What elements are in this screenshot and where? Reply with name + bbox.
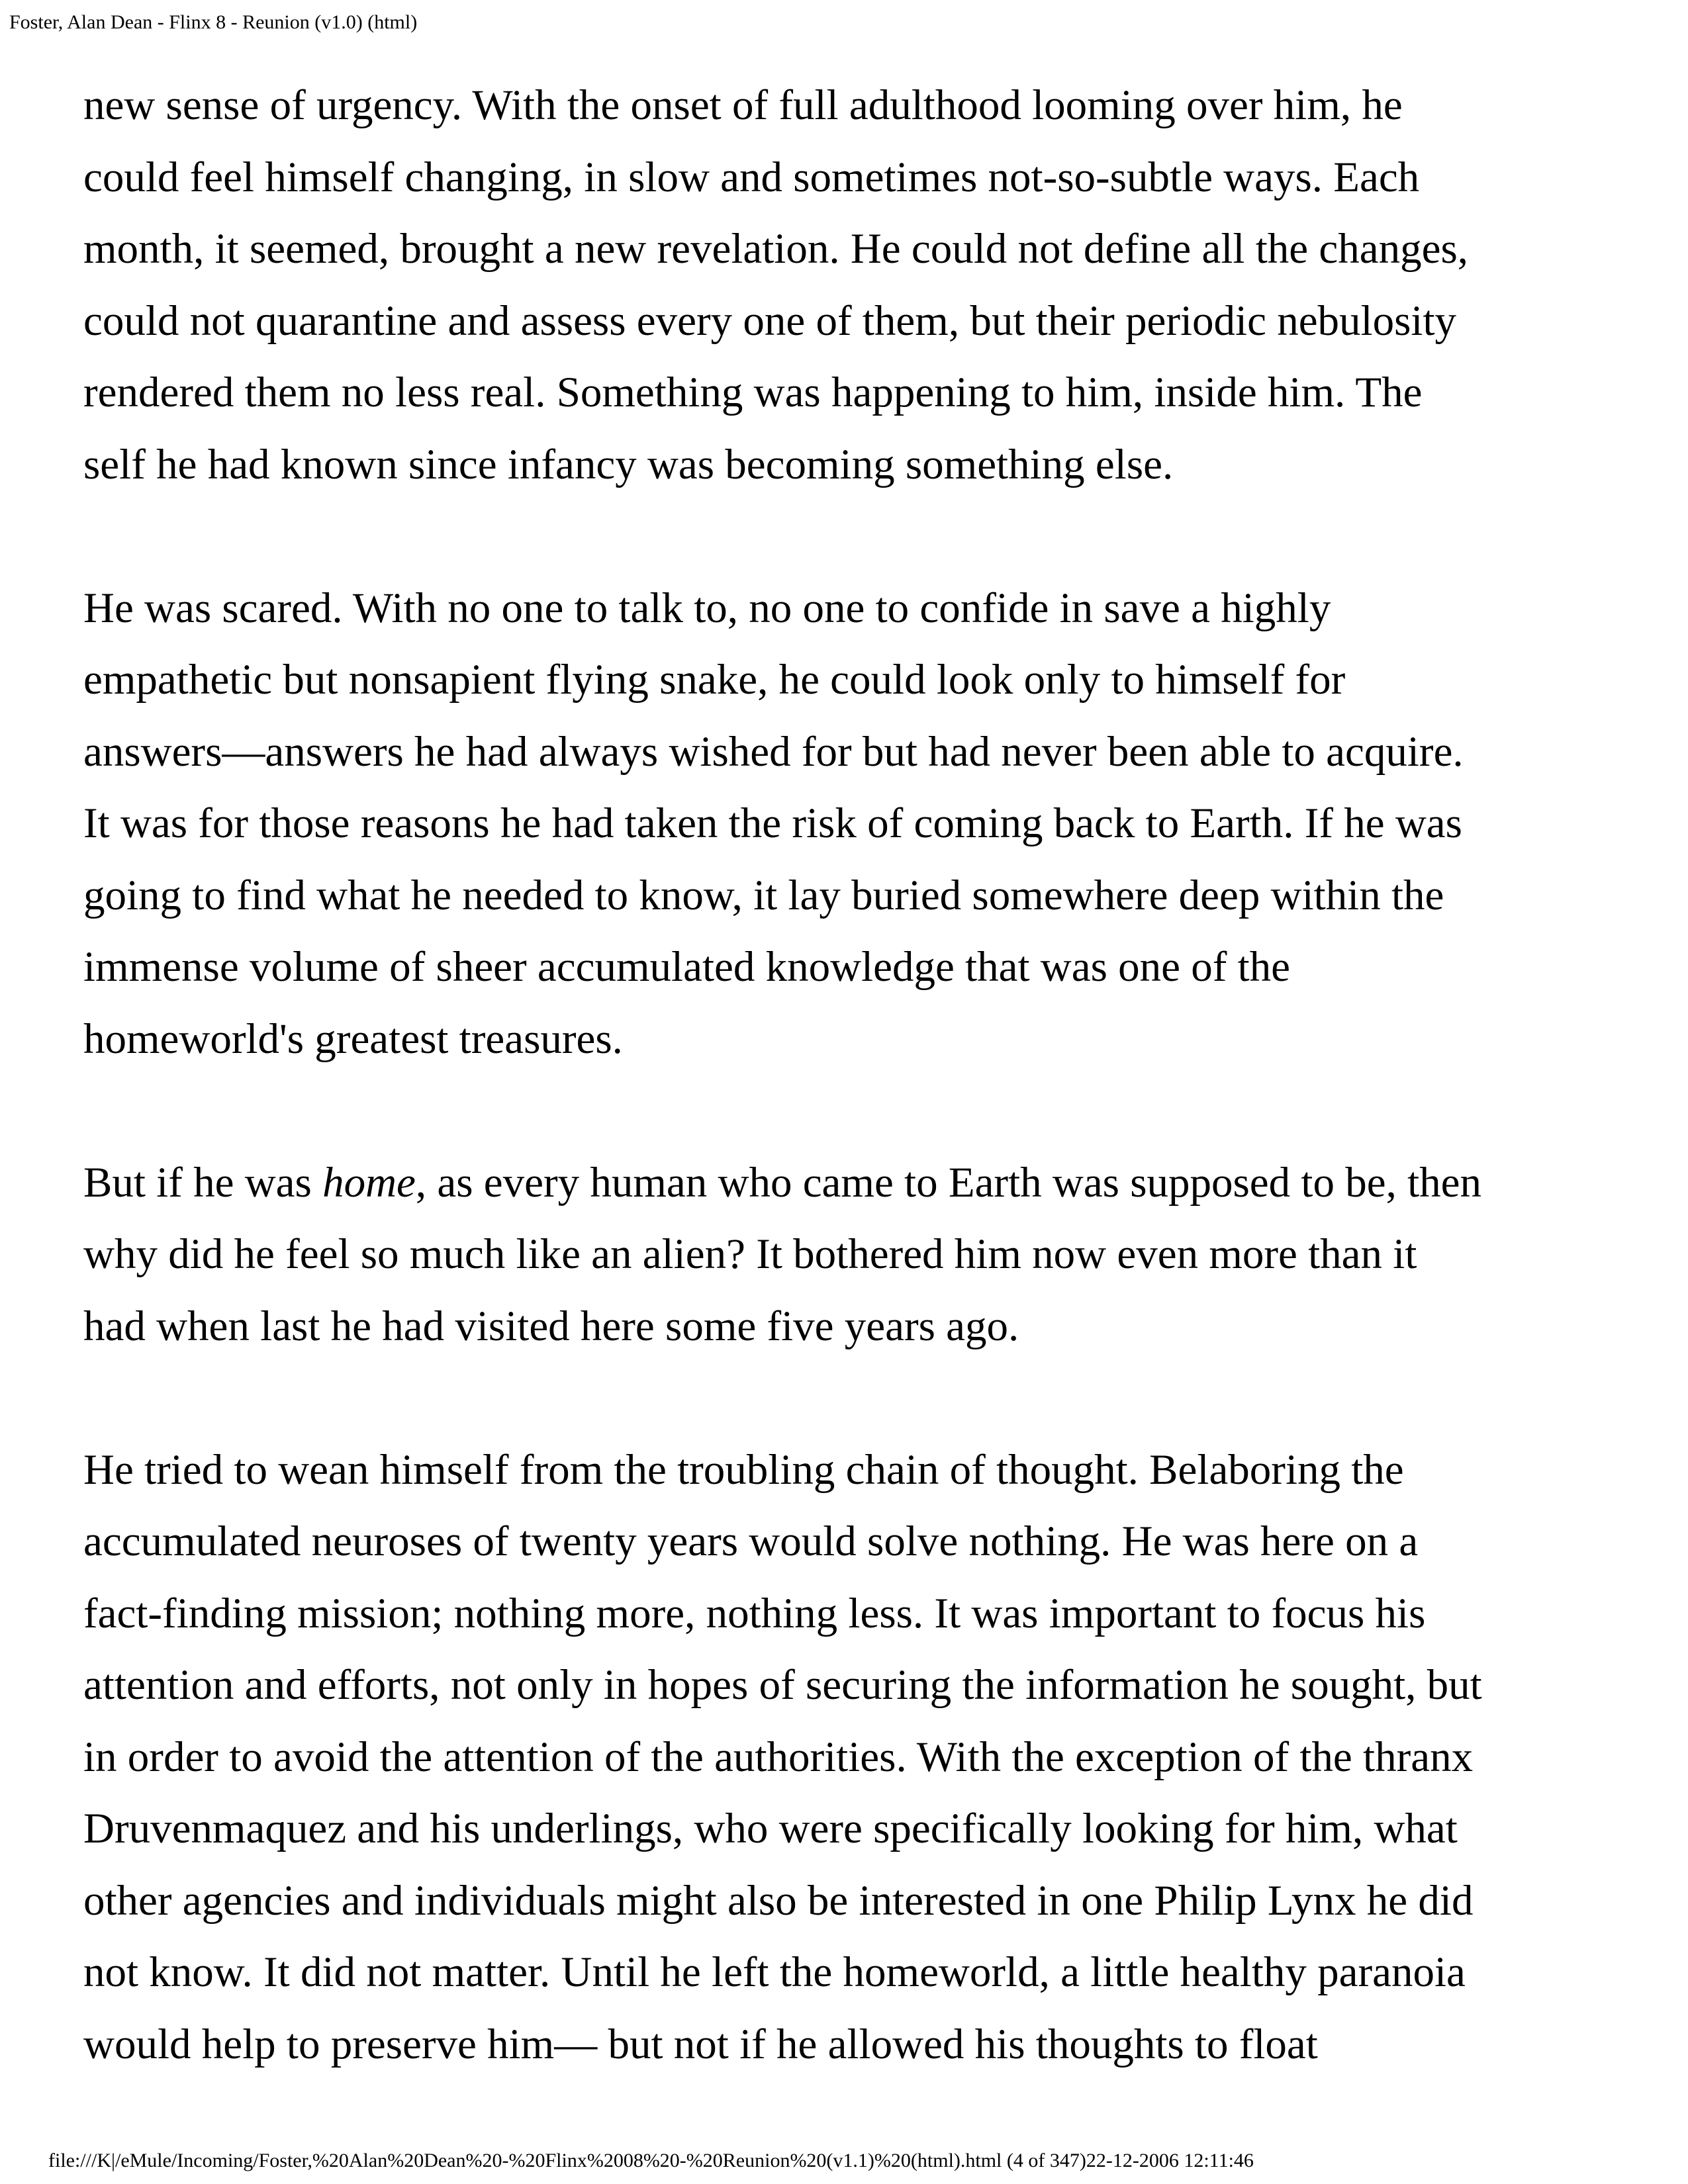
paragraph-spacer — [83, 1362, 1632, 1434]
text-line: attention and efforts, not only in hopes of securing the information he sought, but — [83, 1661, 1482, 1709]
text-line: not know. It did not matter. Until he left the homeworld, a little healthy paranoia — [83, 1948, 1466, 1996]
text-line: month, it seemed, brought a new revelation. He could not define all the changes, — [83, 225, 1468, 273]
paragraph-spacer — [83, 500, 1632, 572]
text-line: new sense of urgency. With the onset of full adulthood looming over him, he — [83, 81, 1403, 129]
text-line: It was for those reasons he had taken the risk of coming back to Earth. If he was — [83, 799, 1462, 847]
text-line: could not quarantine and assess every one of them, but their periodic nebulosity — [83, 296, 1457, 345]
text-line: He was scared. With no one to talk to, no one to confide in save a highly — [83, 584, 1331, 632]
paragraph — [83, 1147, 1632, 1363]
text-line: immense volume of sheer accumulated knowledge that was one of the — [83, 943, 1291, 991]
text-line: in order to avoid the attention of the authorities. With the exception of the thranx — [83, 1733, 1474, 1781]
text-line: fact-finding mission; nothing more, nothing less. It was important to focus his — [83, 1589, 1426, 1637]
text-line: going to find what he needed to know, it lay buried somewhere deep within the — [83, 871, 1444, 919]
text-segment: , as every human who came to Earth was supposed to be, then — [415, 1158, 1481, 1206]
text-line: would help to preserve him— but not if he allowed his thoughts to float — [83, 2020, 1318, 2068]
text-line: accumulated neuroses of twenty years would solve nothing. He was here on a — [83, 1518, 1419, 1565]
text-line: answers—answers he had always wished for but had never been able to acquire. — [83, 727, 1464, 776]
paragraph — [83, 572, 1632, 1075]
text-line: had when last he had visited here some five years ago. — [83, 1302, 1019, 1350]
text-line: Druvenmaquez and his underlings, who were specifically looking for him, what — [83, 1805, 1458, 1852]
text-line: homeworld's greatest treasures. — [83, 1015, 623, 1063]
text-line — [83, 1147, 1632, 1219]
page-header: Foster, Alan Dean - Flinx 8 - Reunion (v1.0) (html) — [9, 11, 418, 33]
text-line: self he had known since infancy was becoming something else. — [83, 440, 1174, 488]
text-line: He tried to wean himself from the troubling chain of thought. Belaboring the — [83, 1445, 1404, 1494]
text-segment: But if he was — [83, 1158, 323, 1206]
page-footer: file:///K|/eMule/Incoming/Foster,%20Alan%20Dean%20-%20Flinx%2008%20-%20Reunion%20(v1.1)%20(html).html (4 of 347)22-12-2006 12:11:46 — [48, 2150, 1254, 2171]
text-line: rendered them no less real. Something was happening to him, inside him. The — [83, 369, 1423, 416]
emphasis-text: home — [322, 1158, 416, 1206]
text-line: why did he feel so much like an alien? It bothered him now even more than it — [83, 1230, 1417, 1278]
text-line: other agencies and individuals might also be interested in one Philip Lynx he did — [83, 1876, 1474, 1925]
text-line: empathetic but nonsapient flying snake, he could look only to himself for — [83, 656, 1346, 704]
text-line: could feel himself changing, in slow and sometimes not-so-subtle ways. Each — [83, 153, 1420, 201]
paragraph-spacer — [83, 1075, 1632, 1147]
document-body — [83, 69, 1632, 2080]
paragraph — [83, 69, 1632, 500]
paragraph — [83, 1434, 1632, 2081]
